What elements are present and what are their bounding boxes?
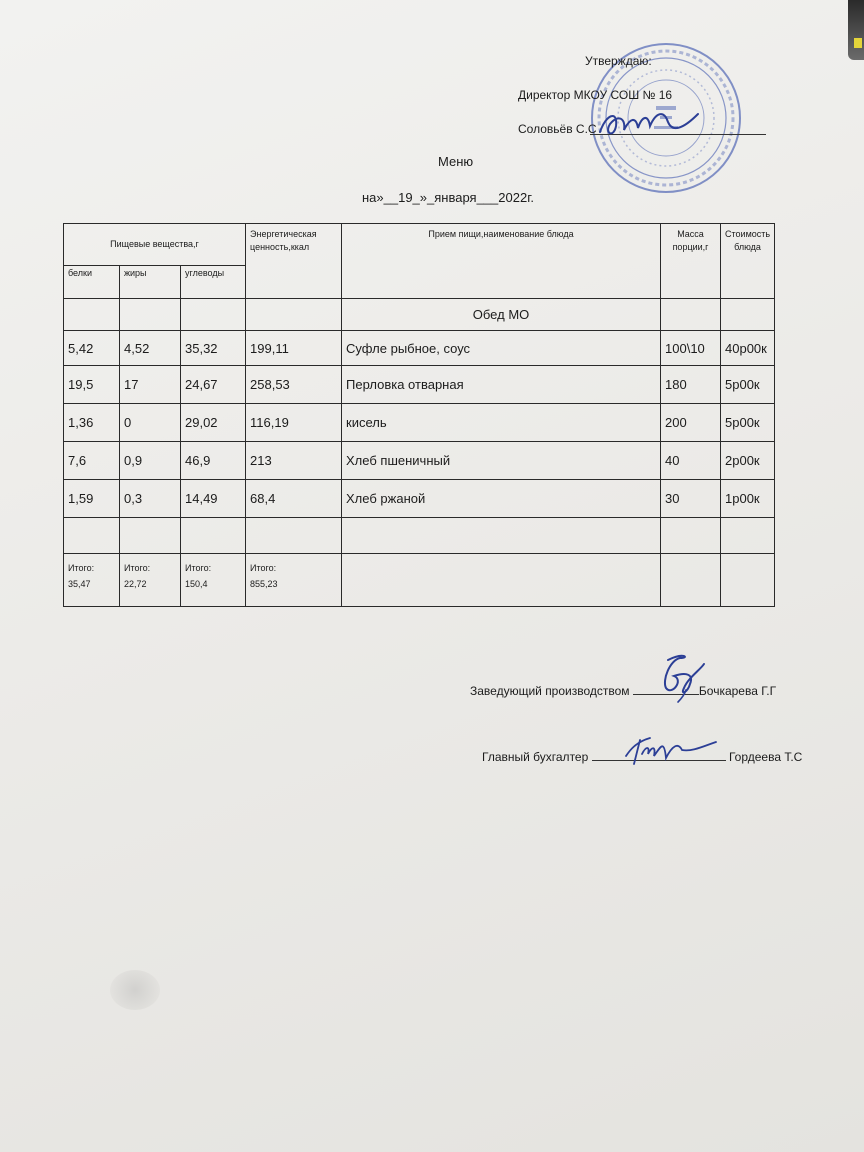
table-row (64, 404, 775, 442)
header-fat: жиры (120, 266, 181, 299)
empty-cell (120, 518, 181, 554)
accountant-signature (620, 732, 720, 768)
dish-name-cell: Перловка отварная (342, 366, 661, 404)
protein-cell: 7,6 (64, 442, 120, 480)
document-title: Меню (438, 154, 474, 169)
director-position: Директор МКОУ СОШ № 16 (518, 88, 673, 102)
header-carbs: углеводы (181, 266, 246, 299)
carbs-cell: 14,49 (181, 480, 246, 518)
section-empty-cell (64, 299, 120, 331)
fat-cell: 0 (120, 404, 181, 442)
accountant-name: Гордеева Т.С (728, 750, 803, 764)
energy-cell: 213 (246, 442, 342, 480)
total-label: Итого: (185, 563, 212, 573)
empty-cell (721, 554, 775, 607)
section-empty-cell (661, 299, 721, 331)
carbs-cell: 24,67 (181, 366, 246, 404)
fat-cell: 0,3 (120, 480, 181, 518)
empty-cell (342, 518, 661, 554)
fat-cell: 17 (120, 366, 181, 404)
table-row-empty (64, 518, 775, 554)
cost-cell: 40р00к (721, 331, 775, 366)
totals-row (64, 554, 775, 607)
mass-cell: 100\10 (661, 331, 721, 366)
accountant-title: Главный бухгалтер (482, 750, 589, 764)
cost-cell: 1р00к (721, 480, 775, 518)
production-manager-line (470, 682, 776, 698)
dish-name-cell: Хлеб пшеничный (342, 442, 661, 480)
total-fat-value: 22,72 (124, 579, 147, 589)
paper-smudge (110, 970, 160, 1010)
header-dish: Прием пищи,наименование блюда (342, 224, 661, 299)
empty-cell (661, 554, 721, 607)
empty-cell (342, 554, 661, 607)
mass-cell: 200 (661, 404, 721, 442)
energy-cell: 199,11 (246, 331, 342, 366)
total-protein-cell (64, 554, 120, 607)
total-fat-cell (120, 554, 181, 607)
fat-cell: 4,52 (120, 331, 181, 366)
carbs-cell: 46,9 (181, 442, 246, 480)
empty-cell (661, 518, 721, 554)
header-mass: Масса порции,г (661, 224, 721, 299)
production-manager-title: Заведующий производством (470, 684, 630, 698)
director-name: Соловьёв С.С (518, 122, 597, 136)
cost-cell: 2р00к (721, 442, 775, 480)
mass-cell: 180 (661, 366, 721, 404)
fat-cell: 0,9 (120, 442, 181, 480)
header-energy: Энергетическая ценность,ккал (246, 224, 342, 299)
table-row (64, 480, 775, 518)
carbs-cell: 29,02 (181, 404, 246, 442)
mass-cell: 30 (661, 480, 721, 518)
dish-name-cell: кисель (342, 404, 661, 442)
carbs-cell: 35,32 (181, 331, 246, 366)
protein-cell: 1,36 (64, 404, 120, 442)
total-protein-value: 35,47 (68, 579, 91, 589)
mass-cell: 40 (661, 442, 721, 480)
production-manager-name: Бочкарева Г.Г (698, 684, 777, 698)
header-nutrients: Пищевые вещества,г (64, 224, 246, 266)
section-empty-cell (120, 299, 181, 331)
cost-cell: 5р00к (721, 404, 775, 442)
energy-cell: 68,4 (246, 480, 342, 518)
empty-cell (246, 518, 342, 554)
table-row (64, 331, 775, 366)
dish-name-cell: Хлеб ржаной (342, 480, 661, 518)
production-manager-signature (650, 650, 710, 704)
total-energy-cell (246, 554, 342, 607)
menu-date: на»__19_»_января___2022г. (362, 190, 534, 205)
protein-cell: 1,59 (64, 480, 120, 518)
header-cost: Стоимость блюда (721, 224, 775, 299)
total-label: Итого: (68, 563, 95, 573)
protein-cell: 5,42 (64, 331, 120, 366)
energy-cell: 258,53 (246, 366, 342, 404)
total-label: Итого: (124, 563, 151, 573)
section-empty-cell (181, 299, 246, 331)
dish-name-cell: Суфле рыбное, соус (342, 331, 661, 366)
protein-cell: 19,5 (64, 366, 120, 404)
section-empty-cell (246, 299, 342, 331)
meal-section-title: Обед МО (342, 299, 661, 331)
energy-cell: 116,19 (246, 404, 342, 442)
total-label: Итого: (250, 563, 277, 573)
menu-table (63, 223, 775, 607)
section-empty-cell (721, 299, 775, 331)
director-signature (596, 104, 706, 144)
empty-cell (181, 518, 246, 554)
cost-cell: 5р00к (721, 366, 775, 404)
header-protein: белки (64, 266, 120, 299)
empty-cell (721, 518, 775, 554)
paper-edge (848, 0, 864, 60)
total-carbs-cell (181, 554, 246, 607)
table-row (64, 442, 775, 480)
approval-label: Утверждаю: (585, 54, 652, 68)
table-row (64, 366, 775, 404)
empty-cell (64, 518, 120, 554)
total-carbs-value: 150,4 (185, 579, 208, 589)
total-energy-value: 855,23 (250, 579, 278, 589)
